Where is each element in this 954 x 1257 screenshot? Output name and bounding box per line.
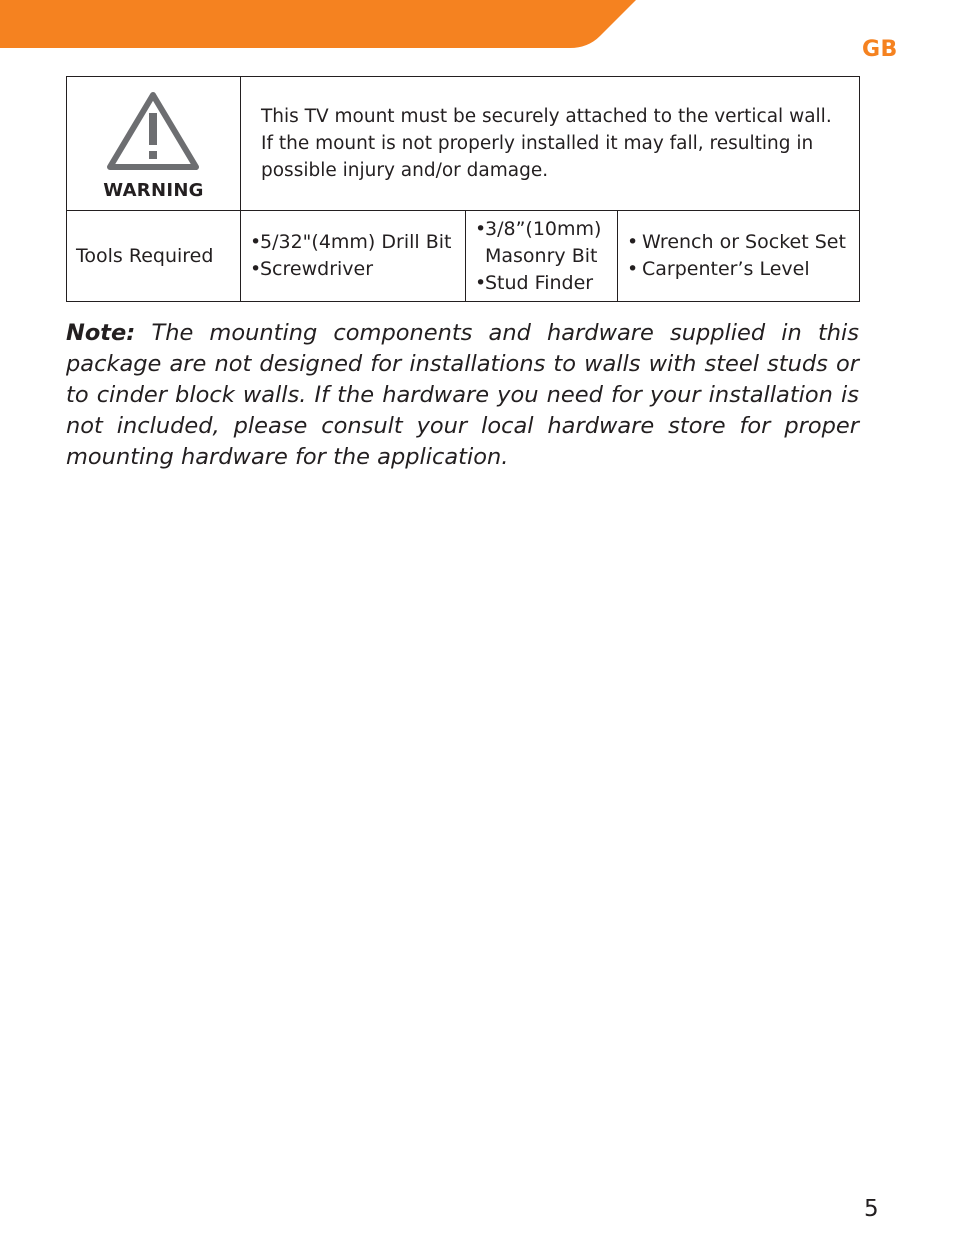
tool-item	[627, 229, 859, 256]
note-text: The mounting components and hardware supplied in this package are not designed for installations to walls with steel studs or to cinder block walls. If the hardware you need for your installation is not included, please consult your local hardware store for proper mounting hardware for the application.	[66, 320, 859, 470]
bullet: •	[627, 258, 639, 280]
bullet: •	[250, 258, 262, 280]
tool-name: 3/8”(10mm)	[485, 217, 602, 240]
tool-list	[618, 229, 859, 283]
tool-name: Wrench or Socket Set	[642, 231, 846, 253]
tool-list	[466, 216, 617, 297]
warning-row	[67, 77, 860, 211]
warning-line: possible injury and/or damage.	[261, 160, 549, 181]
tool-item	[250, 229, 465, 256]
installation-note	[66, 318, 859, 473]
bullet: •	[627, 231, 639, 253]
tools-group-3	[618, 211, 860, 302]
note-label: Note:	[66, 320, 136, 346]
tool-name: 5/32"(4mm) Drill Bit	[260, 231, 452, 253]
bullet: •	[475, 271, 487, 294]
tools-row	[67, 211, 860, 302]
language-code: GB	[862, 37, 898, 62]
bullet: •	[475, 217, 487, 240]
tool-item	[250, 256, 465, 283]
warning-line: This TV mount must be securely attached to the vertical wall.	[261, 106, 832, 127]
tool-item	[475, 270, 617, 297]
tool-item	[627, 256, 859, 283]
tools-group-2	[466, 211, 618, 302]
warning-line: If the mount is not properly installed it may fall, resulting in	[261, 133, 814, 154]
tool-name: Carpenter’s Level	[642, 258, 810, 280]
tools-group-1	[241, 211, 466, 302]
tool-list	[241, 229, 465, 283]
tool-name: Screwdriver	[260, 258, 374, 280]
tool-name: Masonry Bit	[485, 244, 598, 267]
warning-cell	[67, 77, 241, 211]
tool-item	[475, 216, 617, 243]
tool-name: Stud Finder	[485, 271, 594, 294]
orange-header-bar	[0, 0, 640, 48]
tool-item-continued	[475, 243, 617, 270]
warning-message	[241, 77, 860, 211]
page-number: 5	[864, 1196, 879, 1222]
safety-tools-table	[66, 76, 860, 302]
bullet: •	[250, 231, 262, 253]
warning-label: WARNING	[103, 180, 204, 201]
warning-triangle-icon	[104, 87, 202, 173]
tools-required-label: Tools Required	[67, 211, 241, 302]
